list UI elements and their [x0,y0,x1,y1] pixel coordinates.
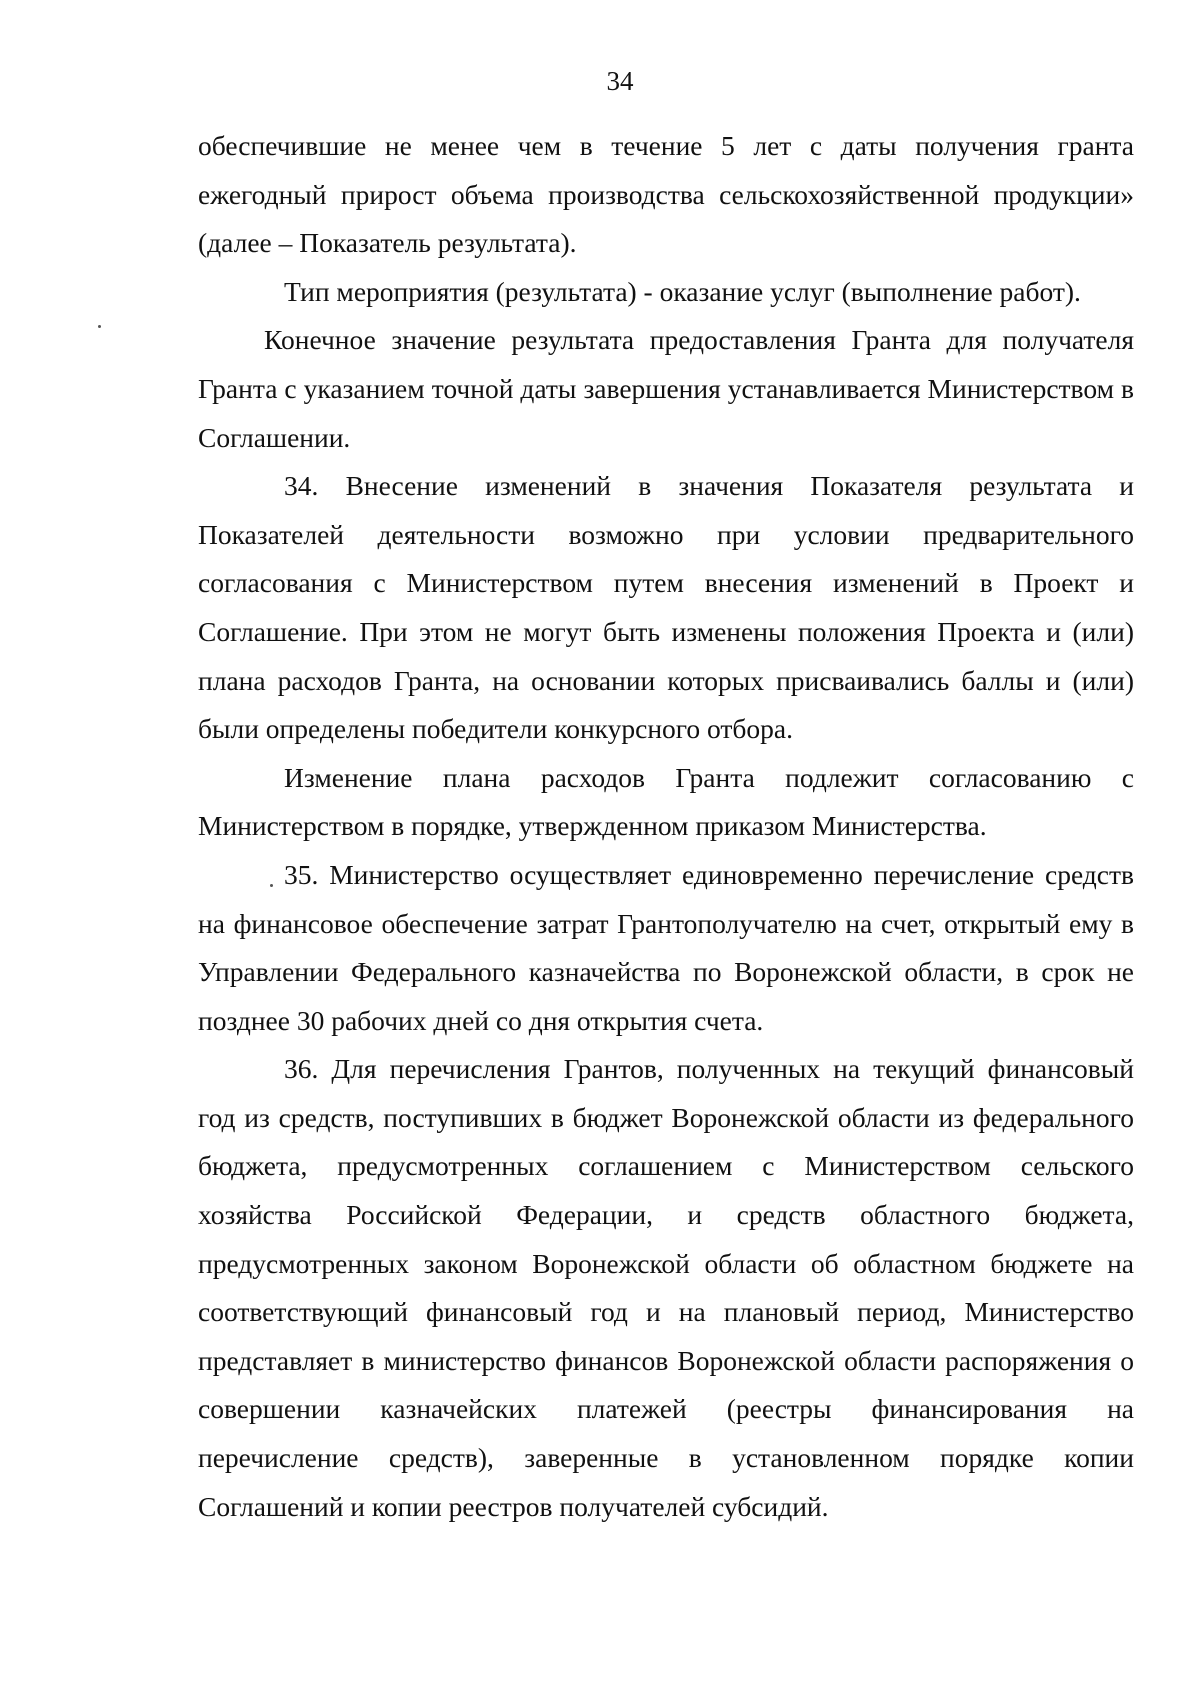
paragraph-event-type: Тип мероприятия (результата) - оказание услуг (выполнение работ). [284,275,1081,307]
paragraph-35: 35. Министерство осуществляет единовременно перечисление средств на финансовое обеспечение затрат Грантополучателю на счет, открытый ему в Управлении Федерального казначейства по Воронежской области, в срок не позднее 30 рабочих дней со дня открытия счета. [198,858,1134,1036]
scan-speck [98,325,101,328]
page-number: 34 [606,66,634,96]
scan-speck [270,884,273,887]
paragraph-34: 34. Внесение изменений в значения Показателя результата и Показателей деятельности возможно при условии предварительного согласования с Министерством путем внесения изменений в Проект и Соглашение. При этом не могут быть изменены положения Проекта и (или) плана расходов Гранта, на основании которых присваивались баллы и (или) были определены победители конкурсного отбора. [198,470,1134,745]
paragraph-final-value: Конечное значение результата предоставления Гранта для получателя Гранта с указанием точной даты завершения устанавливается Министерством в Соглашении. [198,324,1134,453]
document-body [198,122,1134,1531]
paragraph-continuation: обеспечившие не менее чем в течение 5 лет с даты получения гранта ежегодный прирост объема производства сельскохозяйственной продукции» (далее – Показатель результата). [198,130,1134,259]
paragraph-36: 36. Для перечисления Грантов, полученных на текущий финансовый год из средств, поступивших в бюджет Воронежской области из федерального бюджета, предусмотренных соглашением с Министерством сельского хозяйства Российской Федерации, и средств областного бюджета, предусмотренных законом Воронежской области об областном бюджете на соответствующий финансовый год и на плановый период, Министерство представляет в министерство финансов Воронежской области распоряжения о совершении казначейских платежей (реестры финансирования на перечисление средств), заверенные в установленном порядке копии Соглашений и копии реестров получателей субсидий. [198,1053,1134,1522]
paragraph-expense-plan-change: Изменение плана расходов Гранта подлежит согласованию с Министерством в порядке, утвержденном приказом Министерства. [198,761,1134,842]
